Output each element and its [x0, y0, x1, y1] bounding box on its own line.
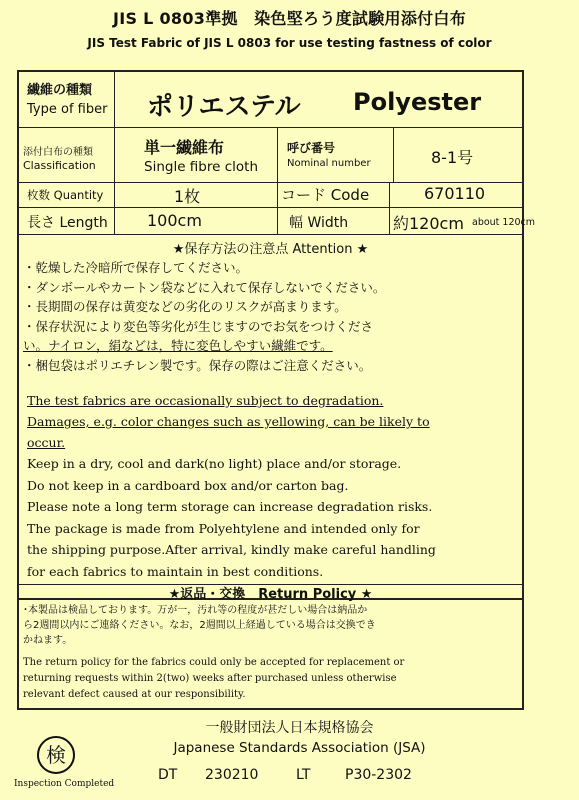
attention-jp-list [23, 258, 385, 375]
attention-jp-line: い。ナイロン，絹などは，特に変色しやすい繊維です。 [23, 338, 333, 353]
return-policy-heading: ★返品・交換 Return Policy ★ [168, 587, 373, 602]
dt-label: DT [158, 767, 178, 783]
nominal-value: 8-1号 [431, 148, 474, 167]
attention-heading: ★保存方法の注意点 Attention ★ [172, 242, 369, 257]
fiber-label-jp: 繊維の種類 [27, 83, 93, 98]
width-note: about 120cm [472, 217, 536, 228]
attention-en-line: Please note a long term storage can increase degradation risks. [27, 499, 433, 514]
attention-en-line: Damages, e.g. color changes such as yellowing, can be likely to [27, 414, 430, 429]
length-value: 100cm [147, 211, 202, 230]
lt-label: LT [296, 767, 311, 783]
quantity-value: 1枚 [174, 187, 201, 206]
attention-en-line: The package is made from Polyehtylene and intended only for [27, 520, 420, 536]
inspection-seal-icon: 検 [37, 736, 75, 774]
attention-jp-line: ・乾燥した冷暗所で保存してください。 [23, 260, 249, 275]
width-value: 約120cm [393, 214, 464, 233]
attention-en-list [27, 390, 436, 582]
classification-label-en: Classification [23, 159, 96, 172]
attention-jp-line: ・梱包袋はポリエチレン製です。保存の際はご注意ください。 [23, 357, 372, 373]
return-policy-box [17, 580, 524, 710]
return-jp-line: ら2週間以内にご連絡ください。なお，2週間以上経過している場合は交換でき [23, 620, 376, 631]
nominal-label-en: Nominal number [287, 158, 371, 169]
organization-name-jp: 一般財団法人日本規格協会 [205, 720, 374, 736]
document-title-en: JIS Test Fabric of JIS L 0803 for use testing fastness of color [87, 36, 492, 50]
inspection-label: Inspection Completed [14, 779, 115, 789]
code-value: 670110 [424, 184, 486, 203]
attention-en-line: The test fabrics are occasionally subject to degradation. [27, 393, 384, 408]
dt-value: 230210 [205, 767, 259, 783]
attention-en-line: for each fabrics to maintain in best conditions. [27, 563, 324, 579]
classification-value-en: Single fibre cloth [144, 159, 258, 175]
return-en-line: relevant defect caused at our responsibility. [23, 689, 246, 700]
classification-label-jp: 添付白布の種類 [23, 147, 93, 158]
attention-en-line: the shipping purpose.After arrival, kindly make careful handling [27, 542, 436, 557]
organization-name-en: Japanese Standards Association (JSA) [173, 740, 426, 756]
width-label: 幅 Width [289, 215, 349, 231]
attention-en-line: Do not keep in a cardboard box and/or carton bag. [27, 477, 349, 493]
fiber-label-en: Type of fiber [27, 102, 108, 117]
attention-en-line: Keep in a dry, cool and dark(no light) place and/or storage. [27, 456, 402, 471]
quantity-label: 枚数 Quantity [27, 188, 104, 202]
attention-jp-line: ・長期間の保存は黄変などの劣化のリスクが高まります。 [23, 299, 347, 314]
spec-table [17, 70, 536, 600]
attention-jp-line: ・保存状況により変色等劣化が生じますのでお気をつけくださ [23, 318, 374, 334]
code-label: コード Code [281, 186, 370, 204]
return-jp-line: ･本製品は検品しております。万が一，汚れ等の程度が甚だしい場合は納品か [23, 605, 368, 616]
return-policy-en [23, 655, 404, 703]
fiber-value-en: Polyester [353, 88, 482, 116]
return-en-line: returning requests within 2(two) weeks after purchased unless otherwise [23, 673, 397, 684]
classification-value-jp: 単一繊維布 [144, 138, 225, 157]
attention-jp-line: ・ダンボールやカートン袋などに入れて保存しないでください。 [23, 279, 386, 295]
length-label: 長さ Length [27, 215, 108, 231]
return-en-line: The return policy for the fabrics could only be accepted for replacement or [23, 657, 405, 668]
attention-en-line: occur. [27, 435, 66, 450]
return-policy-jp [23, 603, 518, 648]
return-jp-line: かねます。 [23, 635, 73, 646]
nominal-label-jp: 呼び番号 [287, 141, 336, 155]
document-title-jp: JIS L 0803準拠 染色堅ろう度試験用添付白布 [112, 9, 467, 28]
lt-value: P30-2302 [345, 767, 412, 783]
fiber-value-jp: ポリエステル [147, 92, 301, 122]
